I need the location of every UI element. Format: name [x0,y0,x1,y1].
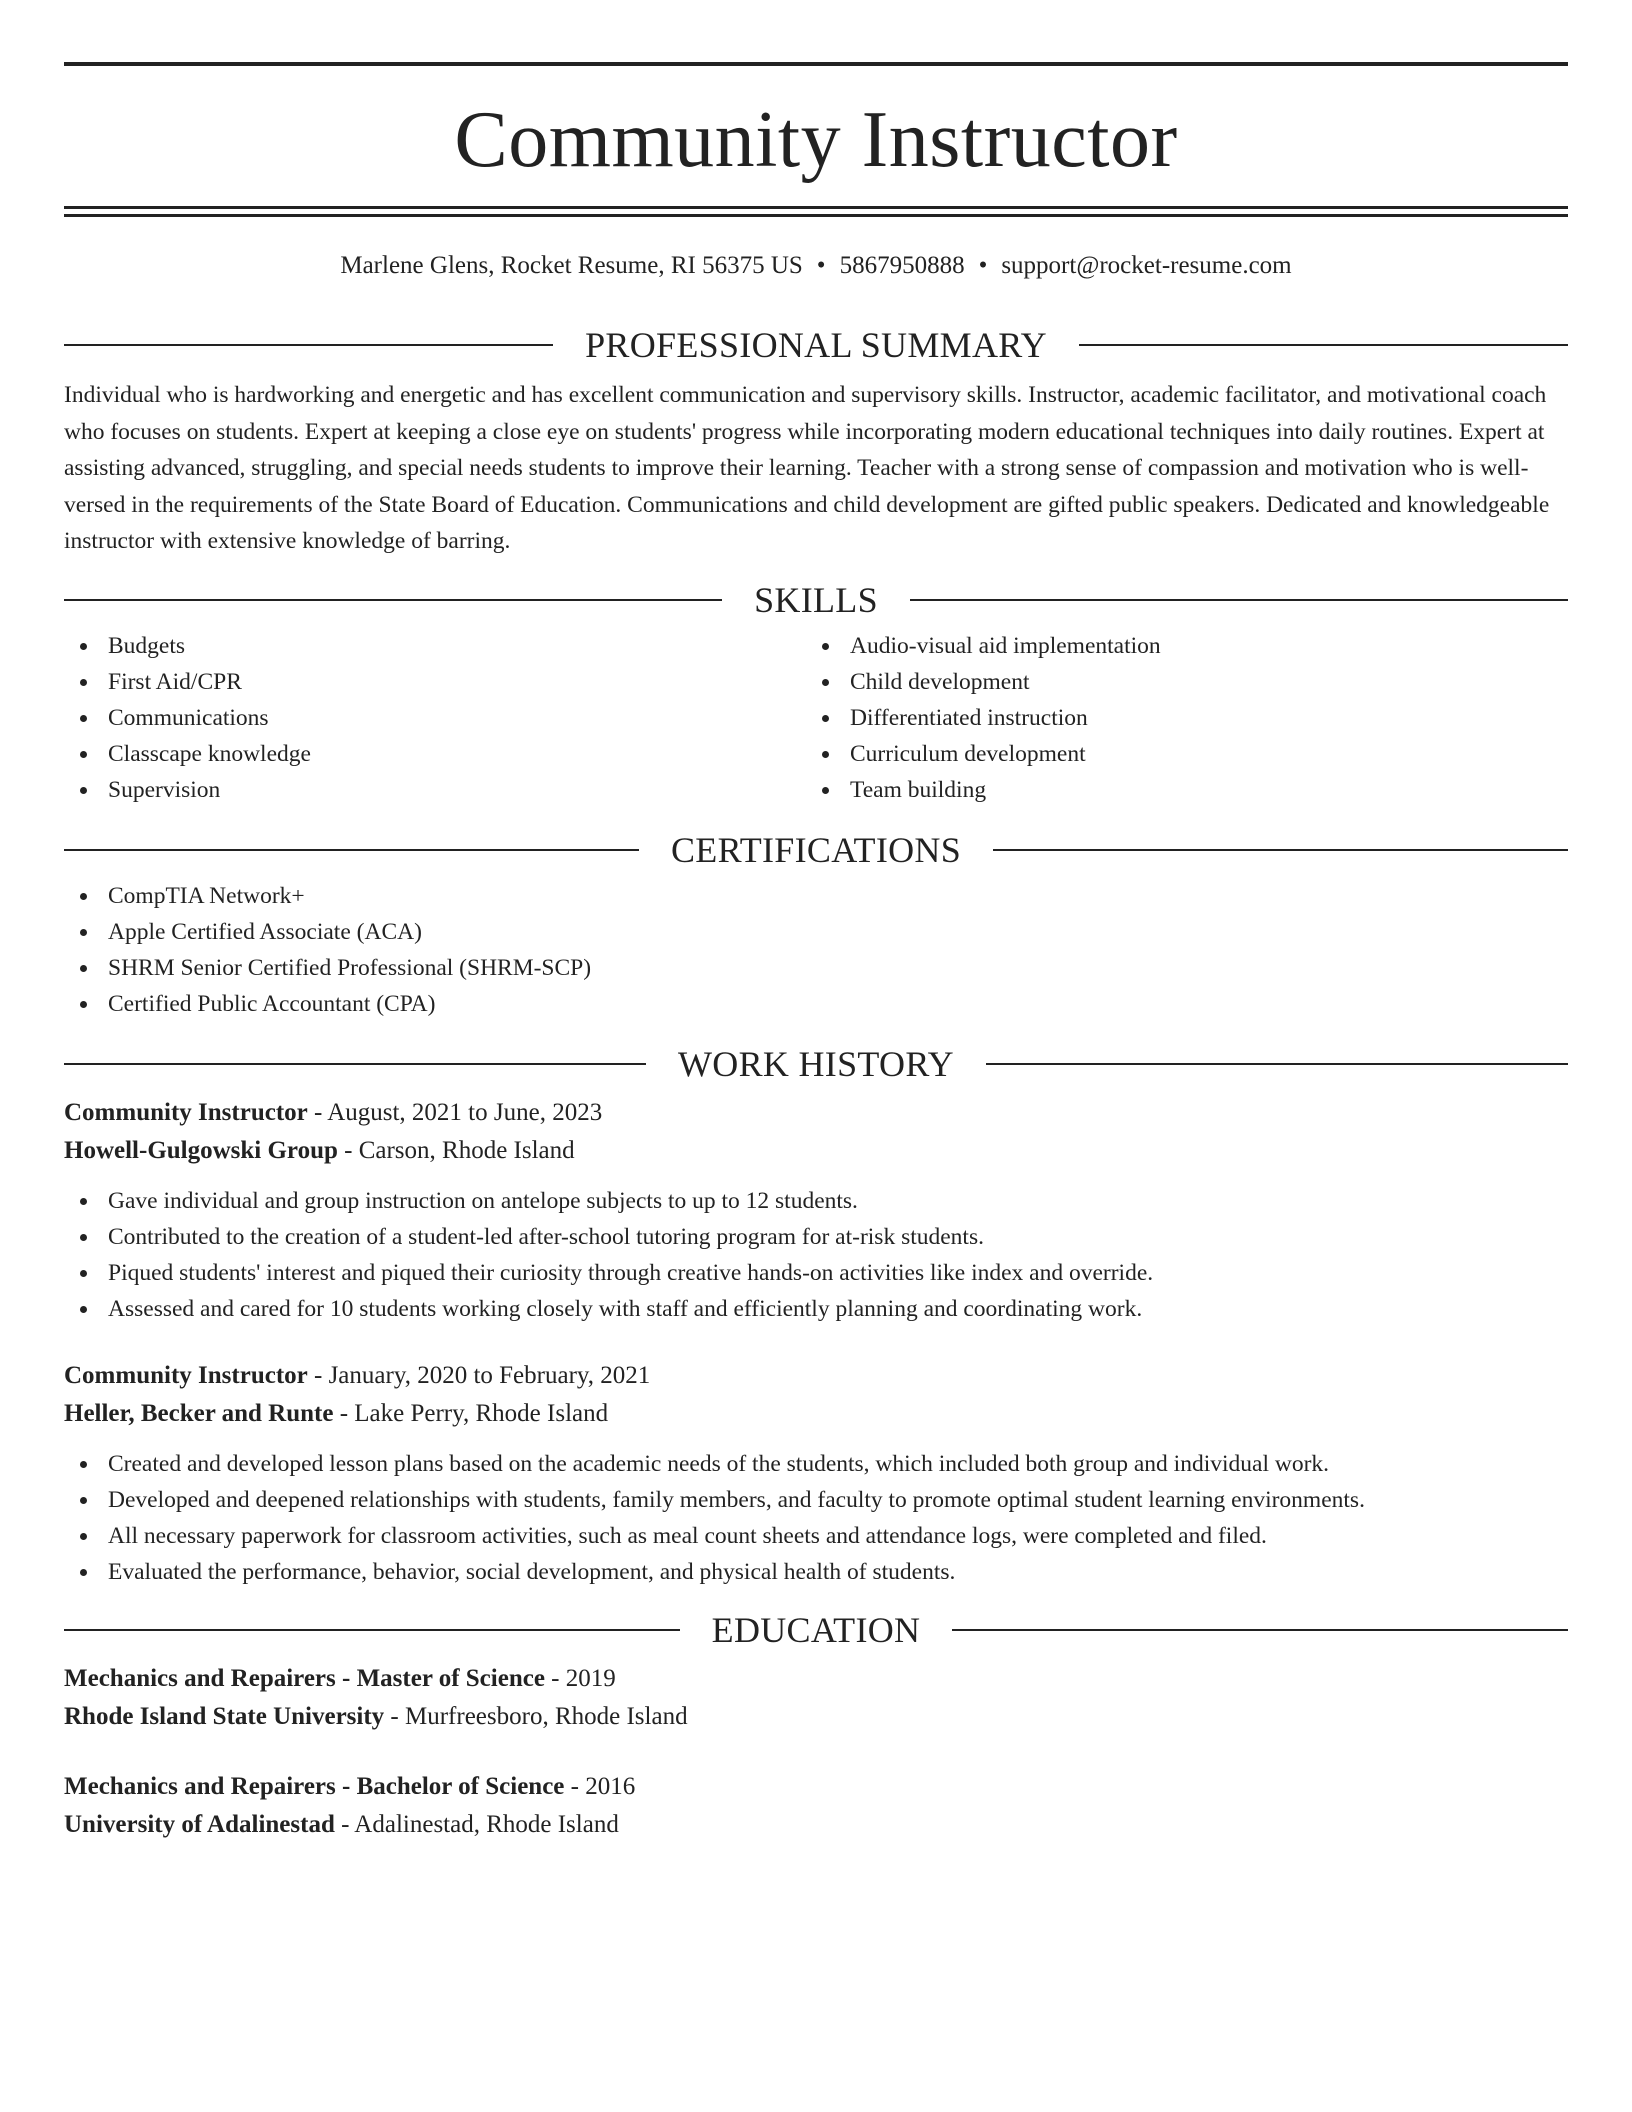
contact-separator: • [816,252,826,279]
skill-item: Communications [64,700,806,736]
top-rule [64,62,1568,66]
job-duty: Developed and deepened relationships with students, family members, and faculty to promote optimal student learning environments. [64,1482,1568,1518]
skill-item: Child development [806,664,1548,700]
job-duty: Evaluated the performance, behavior, social development, and physical health of students. [64,1554,1568,1590]
job-duty: All necessary paperwork for classroom activities, such as meal count sheets and attendance logs, were completed and filed. [64,1518,1568,1554]
resume-title: Community Instructor [454,96,1178,184]
summary-paragraph: Individual who is hardworking and energetic and has excellent communication and supervisory skills. Instructor, academic facilitator, and motivational coach who focuses on students. Expert at keeping a close eye on students' progress while incorporating modern educational techniques into daily routines. Expert at assisting advanced, struggling, and special needs students to improve their learning. Teacher with a strong sense of compassion and motivation who is well-versed in the requirements of the State Board of Education. Communications and child development are gifted public speakers. Dedicated and knowledgeable instructor with extensive knowledge of barring. [64,382,1550,554]
job-title-line [64,1094,1568,1132]
job-duties-list [64,1183,1568,1327]
skill-item: First Aid/CPR [64,664,806,700]
skill-item: Curriculum development [806,736,1548,772]
job-duty: Piqued students' interest and piqued their curiosity through creative hands-on activities like index and override. [64,1255,1568,1291]
education-degree-line [64,1768,1568,1806]
section-title: EDUCATION [711,1609,921,1650]
section-header-certifications [64,830,1568,870]
section-title: PROFESSIONAL SUMMARY [585,325,1047,365]
job-duties-list [64,1446,1568,1590]
contact-separator: • [978,252,988,279]
job-entry [64,1094,1568,1327]
job-entry [64,1357,1568,1590]
job-role: Community Instructor [64,1098,308,1126]
job-dates: - August, 2021 to June, 2023 [307,1098,603,1126]
section-header-summary [64,325,1568,365]
job-company-line [64,1395,1568,1433]
job-title-line [64,1357,1568,1395]
certification-item: Certified Public Accountant (CPA) [64,986,1568,1022]
job-duty: Assessed and cared for 10 students working closely with staff and efficiently planning and coordinating work. [64,1291,1568,1327]
education-year: - 2016 [564,1772,636,1800]
education-school-line [64,1806,1568,1844]
section-title: WORK HISTORY [678,1043,954,1084]
skill-item: Supervision [64,772,806,808]
education-entry [64,1768,1568,1844]
job-location: - Carson, Rhode Island [337,1136,575,1164]
contact-email[interactable]: support@rocket-resume.com [1001,252,1292,279]
section-header-work [64,1044,1568,1084]
section-title: SKILLS [754,579,878,620]
job-company: Howell-Gulgowski Group [64,1136,338,1164]
skills-list-right [806,628,1548,808]
education-year: - 2019 [544,1664,616,1692]
certifications-list [64,878,1568,1022]
education-degree-line [64,1660,1568,1698]
education-degree: Mechanics and Repairers - Bachelor of Science [64,1772,565,1800]
job-company: Heller, Becker and Runte [64,1399,334,1427]
skill-item: Budgets [64,628,806,664]
job-location: - Lake Perry, Rhode Island [333,1399,609,1427]
title-double-rule [64,206,1568,217]
education-school-line [64,1698,1568,1736]
job-dates: - January, 2020 to February, 2021 [307,1361,651,1389]
education-location: - Adalinestad, Rhode Island [334,1810,619,1838]
job-duty: Contributed to the creation of a student-led after-school tutoring program for at-risk students. [64,1219,1568,1255]
skill-item: Differentiated instruction [806,700,1548,736]
job-duty: Created and developed lesson plans based on the academic needs of the students, which included both group and individual work. [64,1446,1568,1482]
education-school: University of Adalinestad [64,1810,335,1838]
contact-phone: 5867950888 [839,252,965,279]
education-school: Rhode Island State University [64,1702,385,1730]
job-duty: Gave individual and group instruction on antelope subjects to up to 12 students. [64,1183,1568,1219]
skills-list-left [64,628,806,808]
contact-address: Marlene Glens, Rocket Resume, RI 56375 US [340,252,803,279]
section-title: CERTIFICATIONS [670,829,962,870]
skills-grid [64,628,1568,808]
job-company-line [64,1132,1568,1170]
education-location: - Murfreesboro, Rhode Island [384,1702,688,1730]
education-entry [64,1660,1568,1736]
contact-line [64,251,1568,281]
skill-item: Team building [806,772,1548,808]
education-degree: Mechanics and Repairers - Master of Science [64,1664,545,1692]
section-header-skills [64,580,1568,620]
certification-item: CompTIA Network+ [64,878,1568,914]
skill-item: Audio-visual aid implementation [806,628,1548,664]
section-header-education [64,1610,1568,1650]
job-role: Community Instructor [64,1361,308,1389]
certification-item: SHRM Senior Certified Professional (SHRM-SCP) [64,950,1568,986]
resume-page [64,62,1568,1844]
skill-item: Classcape knowledge [64,736,806,772]
certification-item: Apple Certified Associate (ACA) [64,914,1568,950]
